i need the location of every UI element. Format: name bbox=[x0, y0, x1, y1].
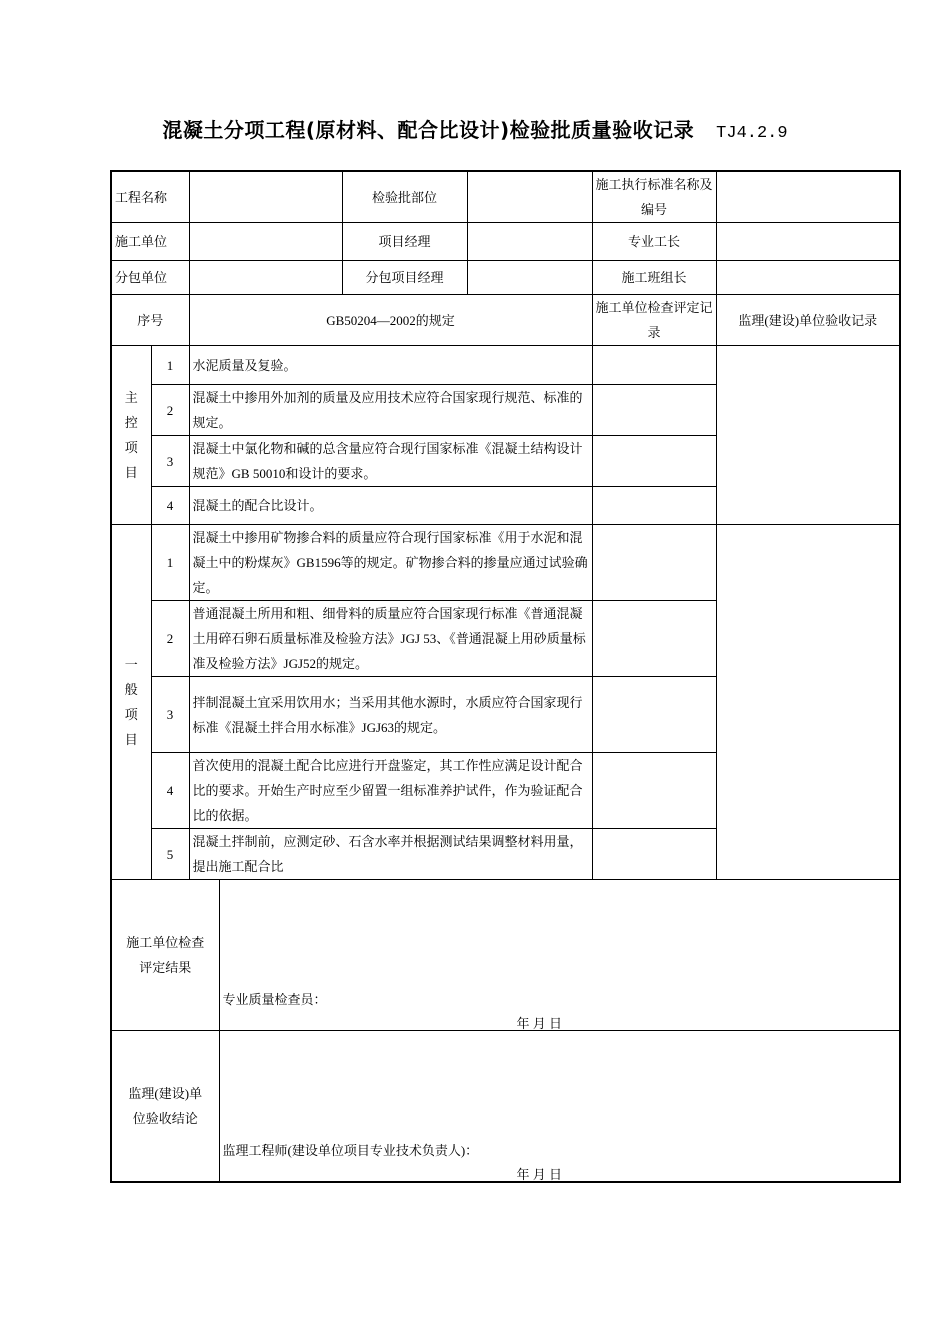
item-no: 4 bbox=[151, 487, 189, 525]
general-label bbox=[111, 525, 151, 880]
foreman-value[interactable] bbox=[716, 223, 900, 261]
contractor-result-area[interactable] bbox=[219, 880, 900, 1031]
item-no: 2 bbox=[151, 385, 189, 436]
supervisor-result-label-text: 监理(建设)单位验收结论 bbox=[128, 1085, 203, 1126]
header-row-3 bbox=[111, 261, 900, 295]
item-text: 水泥质量及复验。 bbox=[189, 346, 592, 385]
inspection-record-table bbox=[110, 170, 901, 1183]
item-no: 3 bbox=[151, 677, 189, 753]
project-name-value[interactable] bbox=[189, 171, 342, 223]
contractor-result-label-text: 施工单位检查评定结果 bbox=[126, 935, 205, 975]
supervisor-record-main[interactable] bbox=[716, 346, 900, 525]
item-text: 混凝土的配合比设计。 bbox=[189, 487, 592, 525]
item-text: 混凝土中掺用矿物掺合料的质量应符合现行国家标准《用于水泥和混凝土中的粉煤灰》GB1596等的规定。矿物掺合料的掺量应通过试验确定。 bbox=[189, 525, 592, 601]
item-text: 混凝土拌制前，应测定砂、石含水率并根据测试结果调整材料用量，提出施工配合比 bbox=[189, 829, 592, 880]
contractor-result-row bbox=[111, 880, 900, 1031]
inspection-part-value[interactable] bbox=[467, 171, 592, 223]
col-contractor-record: 施工单位检查评定记录 bbox=[592, 295, 716, 346]
contractor-record-cell[interactable] bbox=[592, 601, 716, 677]
supervisor-record-general[interactable] bbox=[716, 525, 900, 880]
header-row-2 bbox=[111, 223, 900, 261]
contractor-result-label bbox=[111, 880, 219, 1031]
contractor-date: 年 月 日 bbox=[516, 1016, 563, 1031]
item-no: 1 bbox=[151, 346, 189, 385]
col-supervisor-record: 监理(建设)单位验收记录 bbox=[716, 295, 900, 346]
contractor-record-cell[interactable] bbox=[592, 487, 716, 525]
col-standard: GB50204—2002的规定 bbox=[189, 295, 592, 346]
sub-project-manager-value[interactable] bbox=[467, 261, 592, 295]
subcontractor-label: 分包单位 bbox=[111, 261, 189, 295]
item-no: 1 bbox=[151, 525, 189, 601]
supervisor-result-label bbox=[111, 1031, 219, 1182]
column-header-row bbox=[111, 295, 900, 346]
contractor-record-cell[interactable] bbox=[592, 829, 716, 880]
subcontractor-value[interactable] bbox=[189, 261, 342, 295]
inspection-part-label: 检验批部位 bbox=[342, 171, 467, 223]
exec-standard-label: 施工执行标准名称及编号 bbox=[592, 171, 716, 223]
team-leader-label: 施工班组长 bbox=[592, 261, 716, 295]
foreman-label: 专业工长 bbox=[592, 223, 716, 261]
main-control-label bbox=[111, 346, 151, 525]
team-leader-value[interactable] bbox=[716, 261, 900, 295]
item-text: 普通混凝土所用和粗、细骨料的质量应符合国家现行标准《普通混凝土用碎石卵石质量标准及检验方法》JGJ 53、《普通混凝上用砂质量标准及检验方法》JGJ52的规定。 bbox=[189, 601, 592, 677]
item-no: 3 bbox=[151, 436, 189, 487]
col-seq: 序号 bbox=[111, 295, 189, 346]
contractor-record-cell[interactable] bbox=[592, 525, 716, 601]
project-manager-value[interactable] bbox=[467, 223, 592, 261]
supervising-engineer-label: 监理工程师(建设单位项目专业技术负责人)： bbox=[222, 1143, 479, 1158]
exec-standard-value[interactable] bbox=[716, 171, 900, 223]
table-row bbox=[111, 525, 900, 601]
sub-project-manager-label: 分包项目经理 bbox=[342, 261, 467, 295]
item-no: 2 bbox=[151, 601, 189, 677]
contractor-record-cell[interactable] bbox=[592, 436, 716, 487]
item-text: 混凝土中氯化物和碱的总含量应符合现行国家标准《混凝土结构设计规范》GB 50010和设计的要求。 bbox=[189, 436, 592, 487]
contractor-value[interactable] bbox=[189, 223, 342, 261]
item-no: 5 bbox=[151, 829, 189, 880]
item-no: 4 bbox=[151, 753, 189, 829]
form-code: TJ4.2.9 bbox=[716, 124, 788, 143]
project-name-label: 工程名称 bbox=[111, 171, 189, 223]
quality-inspector-label: 专业质量检查员： bbox=[222, 992, 327, 1007]
table-row bbox=[111, 346, 900, 385]
title-main: 混凝土分项工程(原材料、配合比设计)检验批质量验收记录 bbox=[162, 118, 695, 142]
contractor-record-cell[interactable] bbox=[592, 346, 716, 385]
contractor-record-cell[interactable] bbox=[592, 753, 716, 829]
supervisor-result-row bbox=[111, 1031, 900, 1182]
contractor-record-cell[interactable] bbox=[592, 385, 716, 436]
contractor-label: 施工单位 bbox=[111, 223, 189, 261]
item-text: 混凝土中掺用外加剂的质量及应用技术应符合国家现行规范、标准的规定。 bbox=[189, 385, 592, 436]
general-label-text: 一般项目 bbox=[124, 657, 138, 747]
contractor-record-cell[interactable] bbox=[592, 677, 716, 753]
project-manager-label: 项目经理 bbox=[342, 223, 467, 261]
main-control-label-text: 主控项目 bbox=[124, 390, 138, 480]
document-title bbox=[0, 114, 950, 143]
item-text: 首次使用的混凝土配合比应进行开盘鉴定，其工作性应满足设计配合比的要求。开始生产时应至少留置一组标准养护试件，作为验证配合比的依据。 bbox=[189, 753, 592, 829]
supervisor-date: 年 月 日 bbox=[516, 1167, 563, 1182]
header-row-1 bbox=[111, 171, 900, 223]
supervisor-result-area[interactable] bbox=[219, 1031, 900, 1182]
item-text: 拌制混凝土宜采用饮用水；当采用其他水源时，水质应符合国家现行标准《混凝土拌合用水标准》JGJ63的规定。 bbox=[189, 677, 592, 753]
